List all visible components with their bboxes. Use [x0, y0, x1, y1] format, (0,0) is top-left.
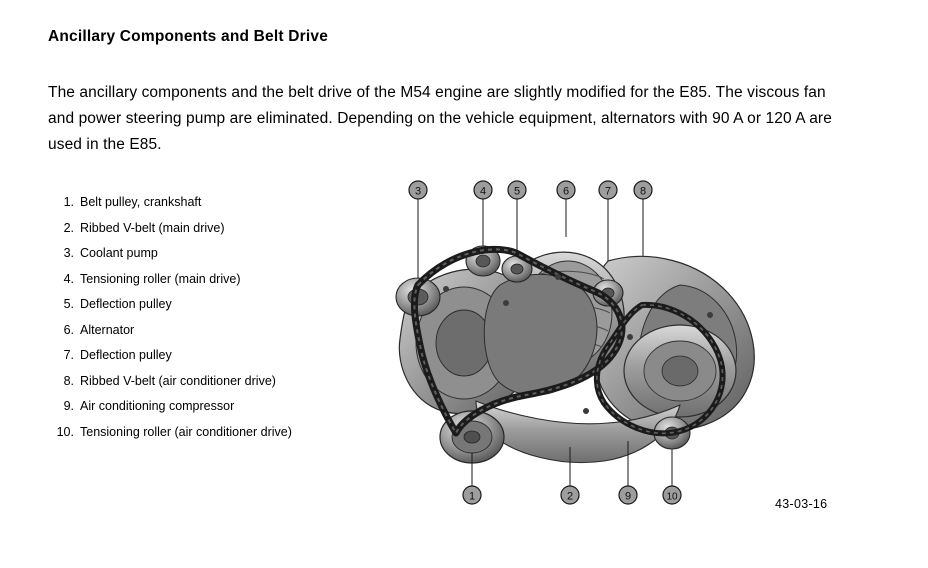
- svg-text:1: 1: [468, 490, 476, 503]
- figure-code: 43-03-16: [775, 497, 828, 511]
- callout-10: [663, 486, 681, 504]
- legend-label: Tensioning roller (main drive): [80, 271, 241, 286]
- list-item: [50, 323, 380, 349]
- legend-number: 5.: [63, 297, 74, 311]
- svg-text:7: 7: [604, 185, 612, 198]
- callout-3: [409, 181, 427, 199]
- legend-label: Tensioning roller (air conditioner drive): [80, 424, 292, 439]
- list-item: [50, 246, 380, 272]
- callout-2: [561, 486, 579, 504]
- callout-5: [508, 181, 526, 199]
- legend-label: Ribbed V-belt (air conditioner drive): [80, 373, 276, 388]
- list-item: [50, 374, 380, 400]
- callout-7: [599, 181, 617, 199]
- engine-assembly-illustration: [396, 246, 754, 463]
- svg-text:5: 5: [513, 185, 521, 198]
- legend-label: Coolant pump: [80, 246, 158, 260]
- list-item: [50, 272, 380, 298]
- legend-label: Deflection pulley: [80, 348, 172, 362]
- list-item: [50, 348, 380, 374]
- callout-6: [557, 181, 575, 199]
- intro-paragraph: The ancillary components and the belt drive of the M54 engine are slightly modified for the E85. The viscous fan and power steering pump are eliminated. Depending on the vehicle equipment, alternators with 90 A or 120 A are used in the E85.: [48, 83, 832, 153]
- legend-number: 6.: [63, 322, 74, 337]
- legend-number: 4.: [63, 271, 74, 286]
- callout-4: [474, 181, 492, 199]
- legend-number: 9.: [63, 399, 74, 413]
- legend-label: Deflection pulley: [80, 297, 172, 311]
- legend-number: 8.: [63, 373, 74, 388]
- list-item: [50, 399, 380, 425]
- legend-number: 7.: [63, 348, 74, 362]
- list-item: [50, 195, 380, 221]
- engine-belt-drive-figure: [380, 165, 800, 515]
- svg-text:10: 10: [666, 491, 678, 503]
- svg-text:9: 9: [624, 490, 632, 503]
- legend-number: 10.: [56, 424, 74, 439]
- svg-text:6: 6: [562, 185, 570, 198]
- list-item: [50, 221, 380, 247]
- legend-label: Air conditioning compressor: [80, 399, 235, 413]
- legend-number: 3.: [63, 246, 74, 260]
- page-title: Ancillary Components and Belt Drive: [48, 28, 329, 46]
- callout-8: [634, 181, 652, 199]
- svg-text:3: 3: [414, 185, 422, 198]
- legend-number: 1.: [63, 195, 74, 209]
- svg-text:4: 4: [479, 185, 487, 198]
- svg-text:2: 2: [566, 490, 574, 503]
- legend-list: [50, 195, 380, 450]
- callout-9: [619, 486, 637, 504]
- callout-1: [463, 486, 481, 504]
- list-item: [50, 425, 380, 451]
- legend-number: 2.: [63, 220, 74, 235]
- legend-label: Belt pulley, crankshaft: [80, 195, 202, 209]
- legend-label: Alternator: [80, 322, 135, 337]
- legend-label: Ribbed V-belt (main drive): [80, 220, 225, 235]
- list-item: [50, 297, 380, 323]
- svg-text:8: 8: [639, 185, 647, 198]
